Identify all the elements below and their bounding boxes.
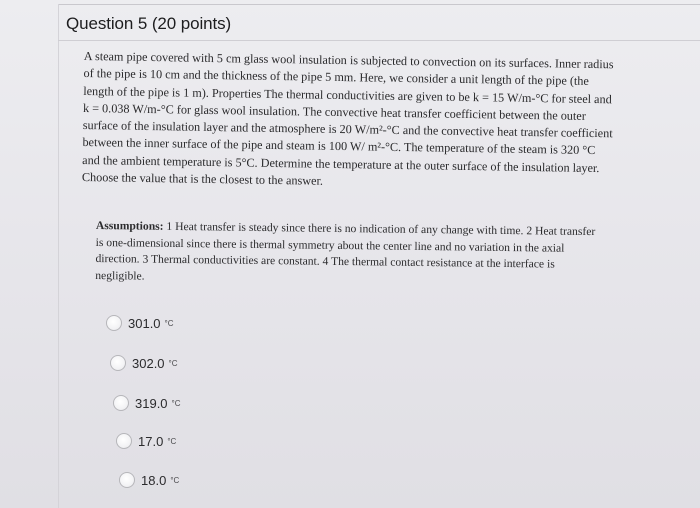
radio-button[interactable] bbox=[106, 315, 122, 331]
option-unit: °C bbox=[171, 398, 181, 408]
option-unit: °C bbox=[164, 318, 174, 328]
question-line: surface of the insulation layer and the atmosphere is 20 W/m²-°C and the convective heat transfer coefficient bbox=[82, 118, 613, 141]
assumptions-line: direction. 3 Thermal conductivities are constant. 4 The thermal contact resistance at the interface is bbox=[95, 251, 555, 271]
top-divider bbox=[58, 4, 700, 5]
option-value: 302.0 bbox=[132, 355, 165, 371]
answer-option-1[interactable] bbox=[106, 315, 174, 331]
question-line: of the pipe is 10 cm and the thickness of the pipe 5 mm. Here, we consider a unit length of the pipe (the bbox=[83, 66, 589, 89]
question-line: k = 0.038 W/m-°C for glass wool insulation. The convective heat transfer coefficient between the outer bbox=[82, 100, 586, 123]
option-unit: °C bbox=[170, 475, 180, 485]
radio-button[interactable] bbox=[113, 395, 129, 411]
left-border bbox=[58, 4, 59, 508]
option-unit: °C bbox=[168, 358, 178, 368]
radio-button[interactable] bbox=[116, 433, 132, 449]
answer-option-4[interactable] bbox=[116, 433, 176, 449]
assumptions-line: is one-dimensional since there is thermal symmetry about the center line and no variation in the axial bbox=[95, 235, 565, 255]
assumptions-line-text: 1 Heat transfer is steady since there is no indication of any change with time. 2 Heat transfer bbox=[163, 219, 596, 239]
option-unit: °C bbox=[167, 436, 177, 446]
question-title: Question 5 (20 points) bbox=[66, 14, 232, 33]
question-line: between the inner surface of the pipe and steam is 100 W/ m²-°C. The temperature of the steam is 320 °C bbox=[82, 135, 596, 158]
assumptions-heading: Assumptions: bbox=[95, 218, 164, 233]
radio-button[interactable] bbox=[110, 355, 126, 371]
question-line: A steam pipe covered with 5 cm glass wool insulation is subjected to convection on its surfaces. Inner radius bbox=[83, 48, 614, 72]
answer-option-5[interactable] bbox=[119, 472, 179, 488]
option-value: 301.0 bbox=[128, 315, 161, 331]
answer-option-3[interactable] bbox=[113, 395, 181, 411]
radio-button[interactable] bbox=[119, 472, 135, 488]
option-value: 319.0 bbox=[135, 395, 168, 411]
title-divider bbox=[58, 40, 700, 41]
question-line: length of the pipe is 1 m). Properties The thermal conductivities are given to be k = 15 W/m-°C for steel and bbox=[83, 83, 612, 106]
question-text bbox=[82, 48, 684, 196]
answer-option-2[interactable] bbox=[110, 355, 178, 371]
option-value: 17.0 bbox=[138, 433, 164, 449]
option-value: 18.0 bbox=[141, 472, 167, 488]
question-line: Choose the value that is the closest to the answer. bbox=[81, 170, 324, 188]
assumptions-text bbox=[95, 218, 676, 291]
assumptions-line: negligible. bbox=[95, 268, 145, 283]
question-line: and the ambient temperature is 5°C. Determine the temperature at the outer surface of the insulation layer. bbox=[82, 152, 600, 175]
